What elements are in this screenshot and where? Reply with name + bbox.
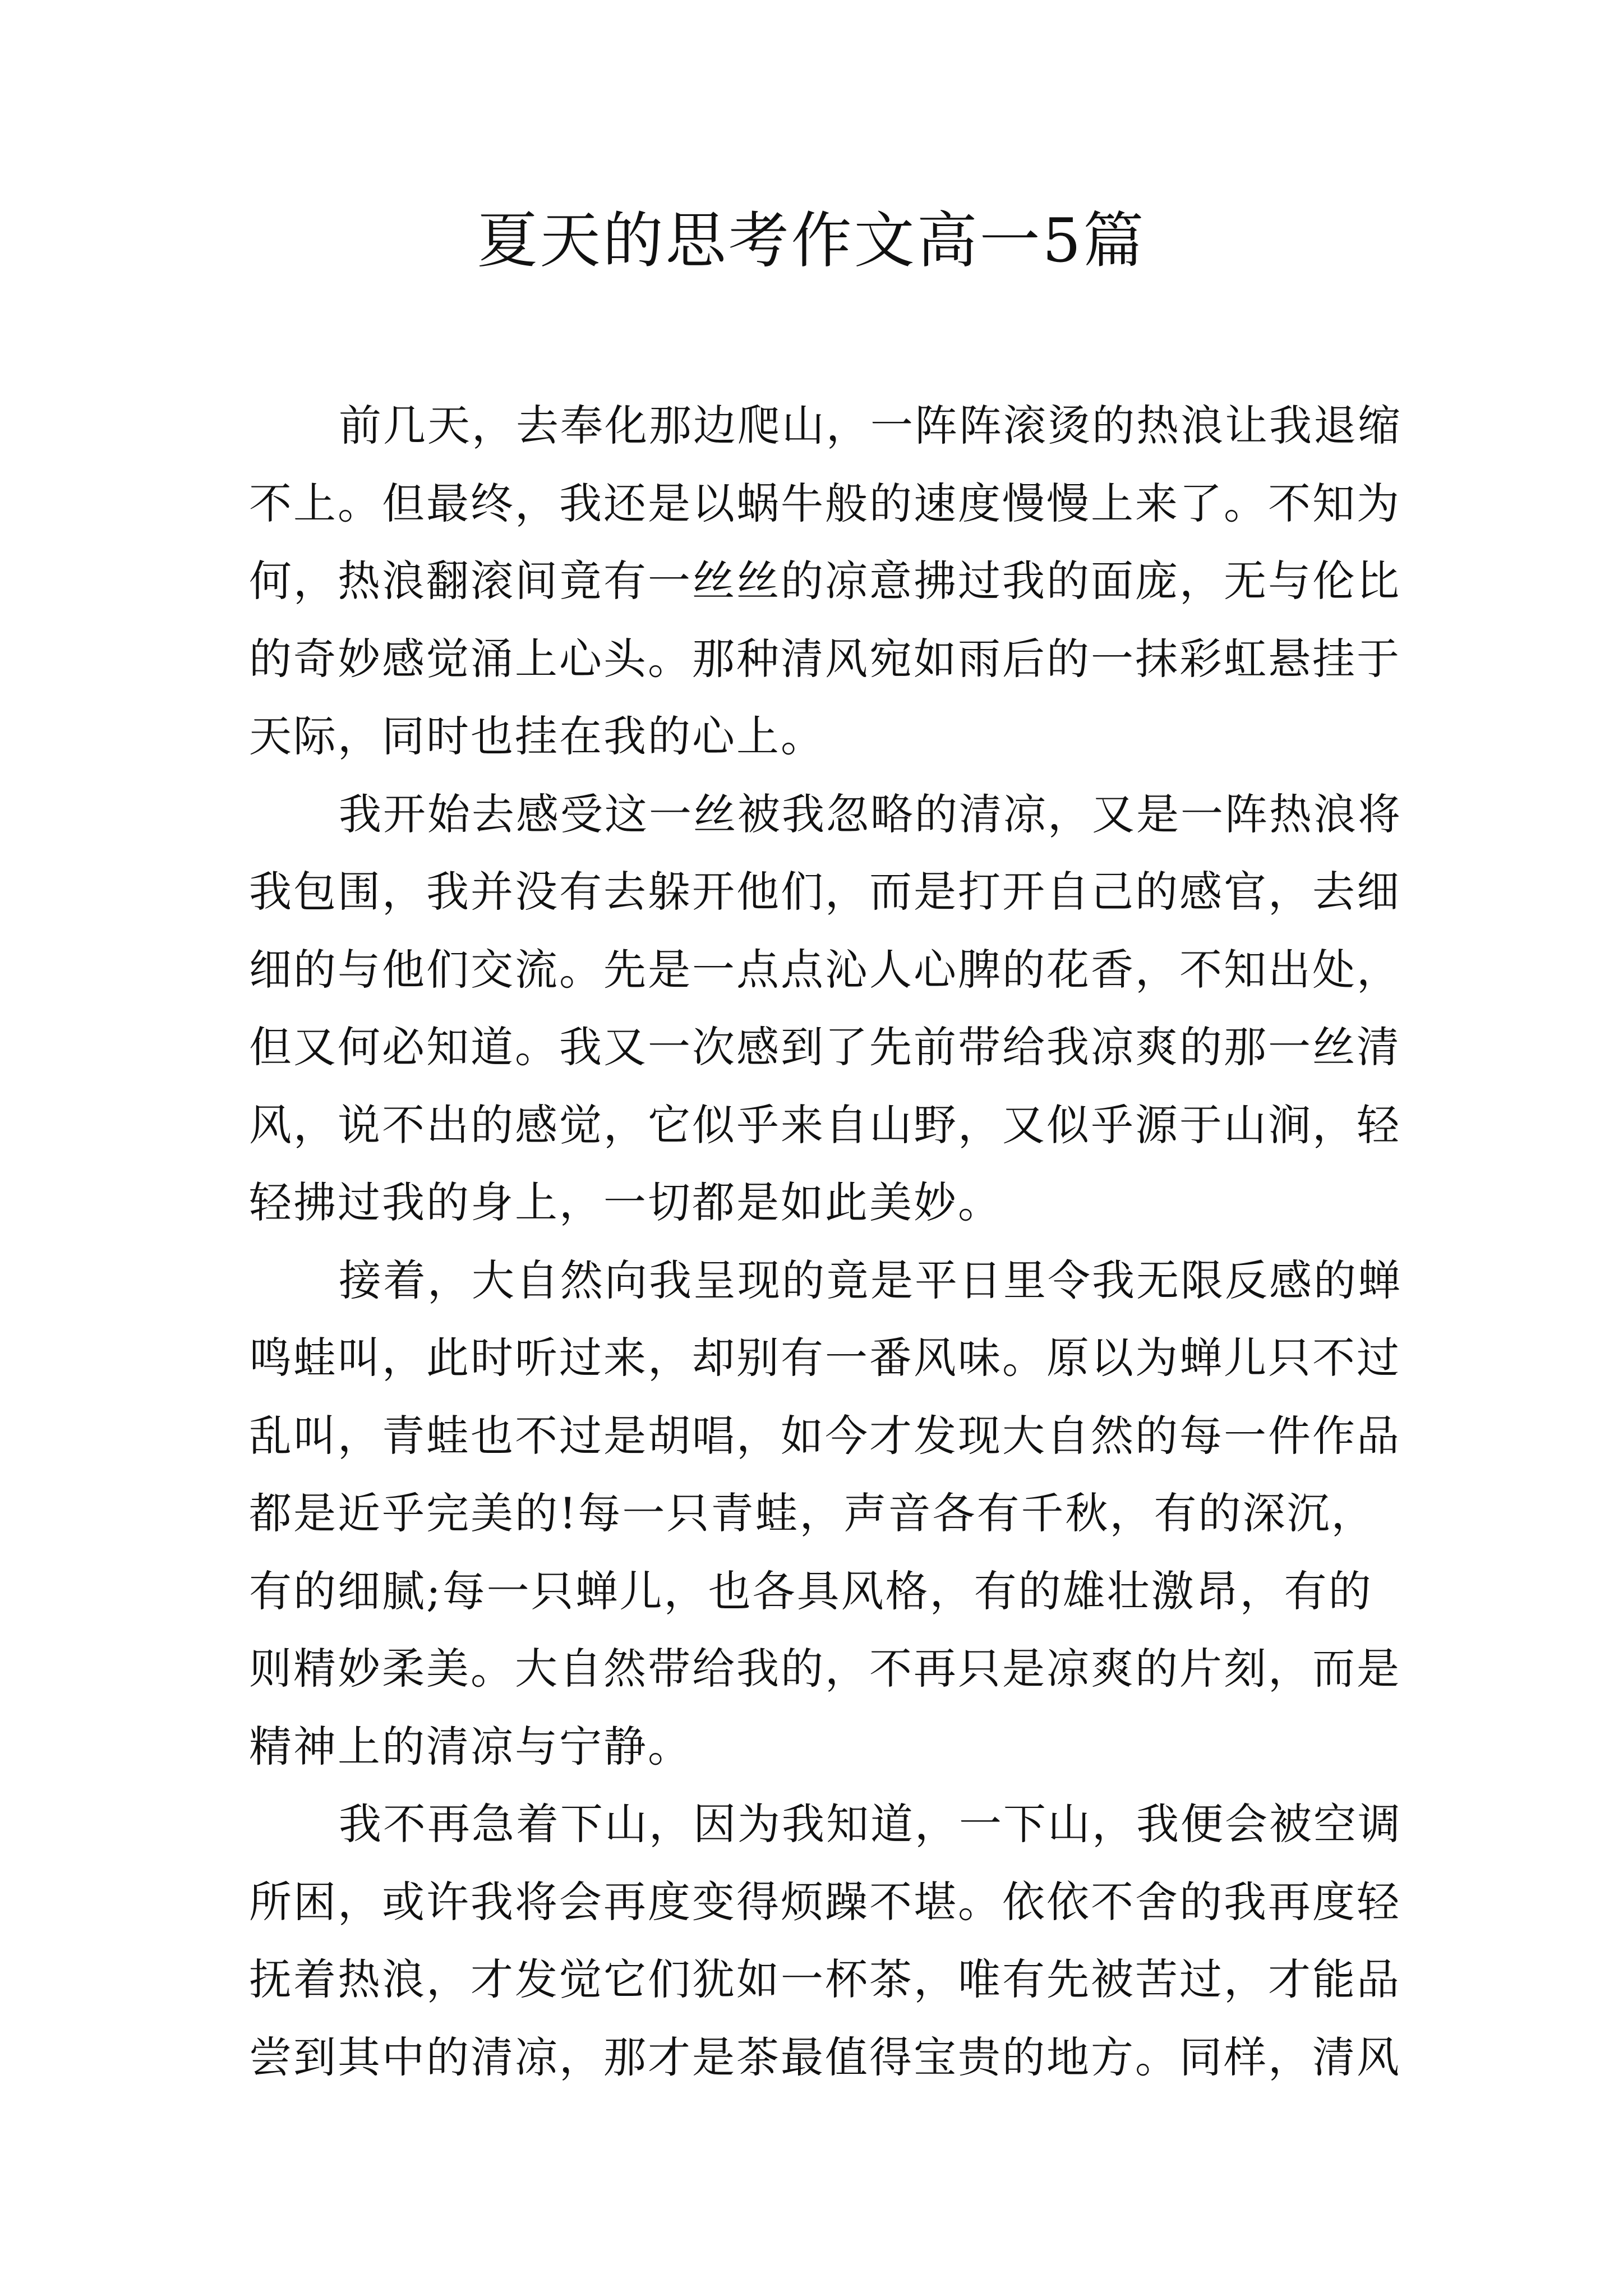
text-line: 鸣蛙叫，此时听过来，却别有一番风味。原以为蝉儿只不过 (249, 1333, 1401, 1383)
text-line: 风，说不出的感觉，它似乎来自山野，又似乎源于山涧，轻 (249, 1099, 1401, 1150)
text-line: 精神上的清凉与宁静。 (249, 1721, 692, 1772)
text-line: 的奇妙感觉涌上心头。那种清风宛如雨后的一抹彩虹悬挂于 (249, 633, 1401, 684)
text-line: 但又何必知道。我又一次感到了先前带给我凉爽的那一丝清 (249, 1022, 1401, 1072)
text-line: 前几天，去奉化那边爬山，一阵阵滚烫的热浪让我退缩 (339, 401, 1402, 450)
text-line: 尝到其中的清凉，那才是茶最值得宝贵的地方。同样，清风 (249, 2032, 1401, 2082)
text-line: 细的与他们交流。先是一点点沁人心脾的花香，不知出处， (249, 944, 1401, 995)
text-line: 则精妙柔美。大自然带给我的，不再只是凉爽的片刻，而是 (249, 1644, 1401, 1694)
text-line: 乱叫，青蛙也不过是胡唱，如今才发现大自然的每一件作品 (249, 1410, 1401, 1461)
text-line: 天际，同时也挂在我的心上。 (249, 711, 825, 761)
document-body (249, 387, 1402, 2096)
text-line: 不上。但最终，我还是以蜗牛般的速度慢慢上来了。不知为 (249, 478, 1401, 528)
text-line: 轻拂过我的身上，一切都是如此美妙。 (249, 1177, 1002, 1227)
document-title: 夏天的思考作文高一5篇 (477, 206, 1146, 276)
text-line: 我不再急着下山，因为我知道，一下山，我便会被空调 (339, 1799, 1402, 1849)
text-line: 有的细腻;每一只蝉儿，也各具风格，有的雄壮激昂，有的 (249, 1566, 1373, 1616)
text-line: 何，热浪翻滚间竟有一丝丝的凉意拂过我的面庞，无与伦比 (249, 556, 1401, 606)
text-line: 我包围，我并没有去躲开他们，而是打开自己的感官，去细 (249, 867, 1401, 917)
text-line: 所困，或许我将会再度变得烦躁不堪。依依不舍的我再度轻 (249, 1876, 1401, 1927)
text-line: 接着，大自然向我呈现的竟是平日里令我无限反感的蝉 (339, 1255, 1402, 1305)
text-line: 都是近乎完美的!每一只青蛙，声音各有千秋，有的深沉， (249, 1488, 1376, 1538)
text-line: 抚着热浪，才发觉它们犹如一杯茶，唯有先被苦过，才能品 (249, 1954, 1401, 2004)
text-line: 我开始去感受这一丝被我忽略的清凉，又是一阵热浪将 (339, 789, 1402, 839)
